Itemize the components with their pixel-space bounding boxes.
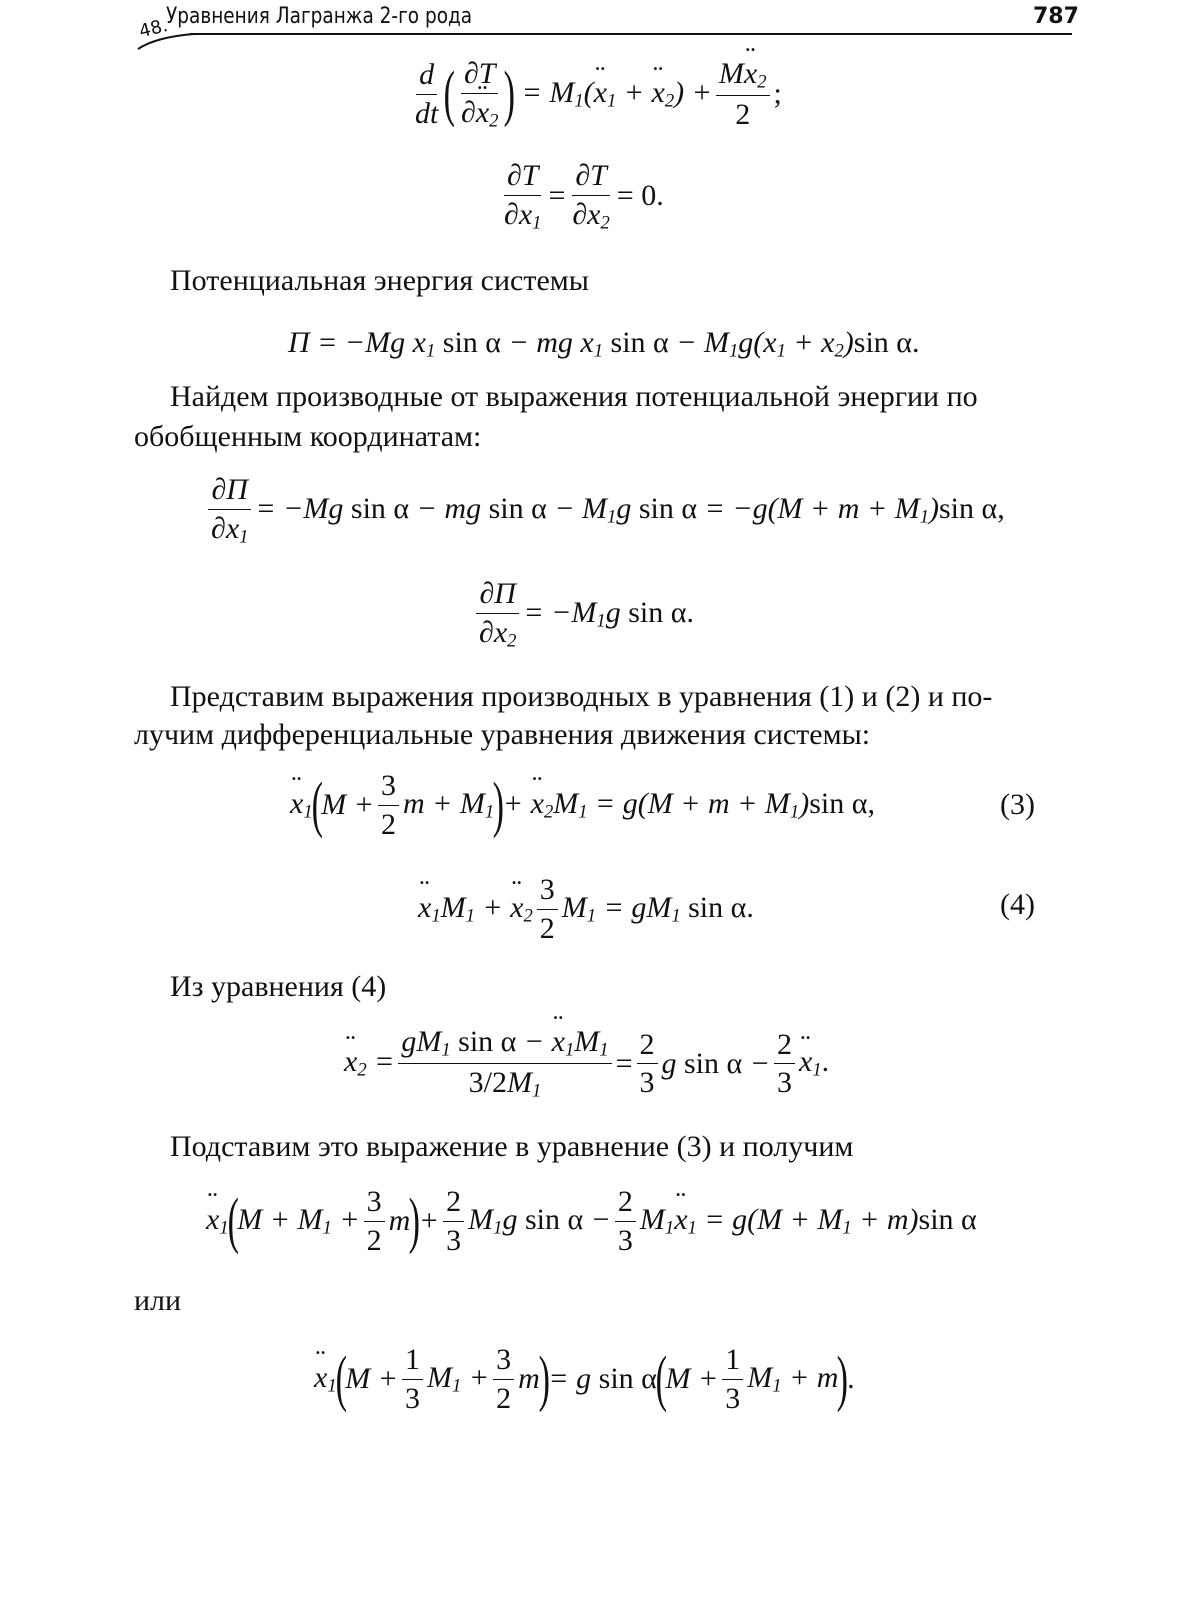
page-number: 787 [1033, 4, 1079, 29]
formula-combined: x $¨_1$ ( $M + M_1$ + $\frac{3}{2}$ m ) + $\frac{2}{3}$ $M_1g$ sin α − $\frac{2}{3}$ $M_1x$ $¨_1 = g(M + M_1 + m)\sin$ α [206, 1186, 977, 1256]
formula-x2-acceleration: x $¨_2$ = $\frac{gM_1 \sin \alpha - x ¨_1M_1}{3/2M_1}$ = $\frac{2}{3}$ g sin α − $\frac{2}{3}$ x $¨_1$. [344, 1026, 829, 1101]
formula-potential-energy: П = −Mg $x_1$ sin α − mg $x_1$ $\sin \alpha - M_1g(x_1 + x_2)\sin$ α. [288, 326, 920, 362]
formula-dP-dx1: $\frac{\partial П}{\partial x_1}$ = −Mg sin α − mg $\sin \alpha - M_1g$ $\sin \alpha = -g(M + m + M_1)\sin$ α, [204, 474, 1005, 547]
equation-4: x $¨_1M_1 + x$ $¨_2$ $\frac{3}{2}$ $M_1 = gM_1$ sin α. [418, 874, 754, 944]
formula-dP-dx2: $\frac{\partial П}{\partial x_2}$ = $-M_1g$ sin α. [472, 578, 694, 651]
equation-4-number: (4) [1000, 888, 1035, 921]
formula-dt-dT-dx2: $\frac{d}{dt}$ ( $\frac{\partial T}{\partial x ¨_2}$ ) = $M_1(x$ $¨_1 + x$ $¨_2$) + $\frac{Mx ¨_2}{2}$ ; [408, 58, 782, 131]
equation-3-number: (3) [1000, 788, 1035, 821]
paragraph-derivatives-line1: Найдем производные от выражения потенциальной энергии по [170, 380, 978, 413]
formula-final: x $¨_1$ ( M + $\frac{1}{3}$ $M_1$ + $\frac{3}{2}$ m ) = g sin α ( M + $\frac{1}{3}$ $M_1 + m$ ) . [314, 1344, 855, 1414]
paragraph-potential-energy: Потенциальная энергия системы [170, 264, 589, 297]
paragraph-substitute-line2: лучим дифференциальные уравнения движения системы: [134, 718, 871, 751]
equation-3: x $¨_1$ ( M + $\frac{3}{2}$ $m + M_1$ ) + x $¨_2M_1 = g(M + m + M_1)\sin$ α, [290, 770, 875, 840]
header-rule [190, 33, 1072, 35]
paragraph-or: или [134, 1284, 182, 1317]
section-number: 48. [137, 15, 170, 43]
formula-dT-dx-zero: $\frac{\partial T}{\partial x_1}$ = $\frac{\partial T}{\partial x_2}$ = 0. [504, 159, 664, 234]
running-header-title: Уравнения Лагранжа 2-го рода [166, 4, 473, 29]
paragraph-from-equation-4: Из уравнения (4) [170, 970, 387, 1003]
paragraph-substitute-into-3: Подставим это выражение в уравнение (3) и получим [170, 1130, 854, 1163]
header-swash-decoration [136, 31, 196, 51]
paragraph-derivatives-line2: обобщенным координатам: [134, 420, 482, 453]
paragraph-substitute-line1: Представим выражения производных в уравнения (1) и (2) и по- [170, 680, 993, 713]
